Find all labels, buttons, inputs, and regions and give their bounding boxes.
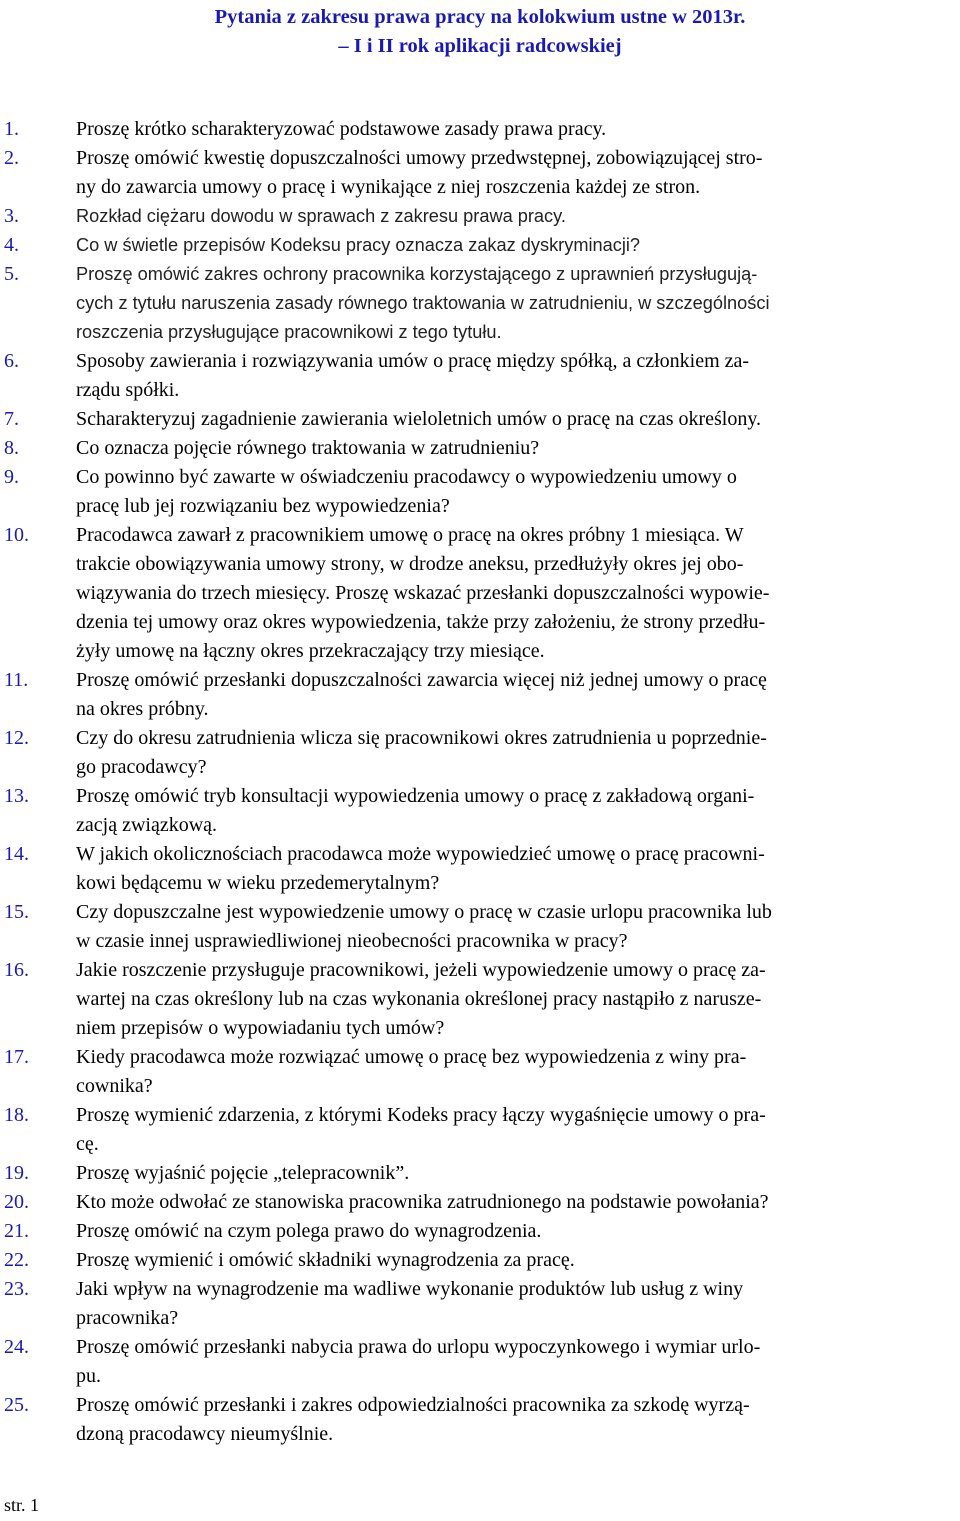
question-text (76, 1188, 960, 1217)
question-item (0, 956, 960, 1043)
question-text-line: Proszę omówić zakres ochrony pracownika korzystającego z uprawnień przysługują- (76, 264, 758, 284)
question-item (0, 434, 960, 463)
question-text (76, 231, 960, 260)
question-text-line: Proszę omówić na czym polega prawo do wynagrodzenia. (76, 1220, 542, 1242)
question-text (76, 782, 960, 840)
question-item (0, 1217, 960, 1246)
question-text-line: niem przepisów o wypowiadaniu tych umów? (76, 1017, 445, 1039)
question-text-line: Kto może odwołać ze stanowiska pracownika zatrudnionego na podstawie powołania? (76, 1191, 769, 1213)
question-text-line: pu. (76, 1365, 101, 1387)
question-item (0, 666, 960, 724)
question-item (0, 1246, 960, 1275)
question-number: 11. (4, 669, 29, 691)
question-text-line: kowi będącemu w wieku przedemerytalnym? (76, 872, 440, 894)
question-text-line: zacją związkową. (76, 814, 218, 836)
question-number: 16. (4, 959, 29, 981)
question-item (0, 1391, 960, 1449)
question-text-line: wiązywania do trzech miesięcy. Proszę wskazać przesłanki dopuszczalności wypowie- (76, 582, 770, 604)
question-text-line: ny do zawarcia umowy o pracę i wynikające z niej roszczenia każdej ze stron. (76, 176, 701, 198)
question-text (76, 115, 960, 144)
question-item (0, 1333, 960, 1391)
question-text (76, 144, 960, 202)
question-text (76, 405, 960, 434)
question-text-line: wartej na czas określony lub na czas wykonania określonej pracy nastąpiło z narusze- (76, 988, 762, 1010)
question-text-line: trakcie obowiązywania umowy strony, w drodze aneksu, przedłużyły okres jej obo- (76, 553, 744, 575)
question-item (0, 1043, 960, 1101)
question-text (76, 260, 960, 347)
question-number: 3. (4, 205, 19, 227)
question-number: 2. (4, 147, 19, 169)
question-number: 19. (4, 1162, 29, 1184)
question-item (0, 231, 960, 260)
question-text-line: dzenia tej umowy oraz okres wypowiedzenia, także przy założeniu, że strony przedłu- (76, 611, 766, 633)
question-item (0, 1159, 960, 1188)
question-text-line: Scharakteryzuj zagadnienie zawierania wieloletnich umów o pracę na czas określony. (76, 408, 762, 430)
question-number: 10. (4, 524, 29, 546)
question-item (0, 521, 960, 666)
question-text-line: Rozkład ciężaru dowodu w sprawach z zakresu prawa pracy. (76, 206, 566, 226)
question-text (76, 1246, 960, 1275)
question-text-line: Kiedy pracodawca może rozwiązać umowę o pracę bez wypowiedzenia z winy pra- (76, 1046, 747, 1068)
question-text (76, 724, 960, 782)
question-text-line: Czy dopuszczalne jest wypowiedzenie umowy o pracę w czasie urlopu pracownika lub (76, 901, 772, 923)
question-text-line: rządu spółki. (76, 379, 180, 401)
question-text-line: Sposoby zawierania i rozwiązywania umów o pracę między spółką, a członkiem za- (76, 350, 750, 372)
question-number: 9. (4, 466, 19, 488)
question-text (76, 1159, 960, 1188)
question-item (0, 724, 960, 782)
question-text-line: go pracodawcy? (76, 756, 207, 778)
question-number: 24. (4, 1336, 29, 1358)
question-item (0, 347, 960, 405)
page-title-line-2: – I i II rok aplikacji radcowskiej (338, 35, 622, 57)
question-text (76, 1043, 960, 1101)
question-text (76, 521, 960, 666)
question-text (76, 898, 960, 956)
question-text (76, 1391, 960, 1449)
question-list (0, 115, 960, 1449)
question-text-line: Proszę omówić przesłanki i zakres odpowiedzialności pracownika za szkodę wyrzą- (76, 1394, 750, 1416)
question-item (0, 1188, 960, 1217)
question-item (0, 782, 960, 840)
question-text-line: Jakie roszczenie przysługuje pracownikowi, jeżeli wypowiedzenie umowy o pracę za- (76, 959, 766, 981)
question-text-line: Jaki wpływ na wynagrodzenie ma wadliwe wykonanie produktów lub usług z winy (76, 1278, 744, 1300)
question-number: 7. (4, 408, 19, 430)
question-text-line: Proszę wymienić i omówić składniki wynagrodzenia za pracę. (76, 1249, 575, 1271)
question-text (76, 202, 960, 231)
question-number: 14. (4, 843, 29, 865)
question-text-line: roszczenia przysługujące pracownikowi z tego tytułu. (76, 322, 502, 342)
question-number: 1. (4, 118, 19, 140)
question-text (76, 1217, 960, 1246)
question-item (0, 463, 960, 521)
question-number: 22. (4, 1249, 29, 1271)
question-text-line: Czy do okresu zatrudnienia wlicza się pracownikowi okres zatrudnienia u poprzednie- (76, 727, 767, 749)
question-text-line: Proszę omówić kwestię dopuszczalności umowy przedwstępnej, zobowiązującej stro- (76, 147, 763, 169)
question-text-line: cę. (76, 1133, 99, 1155)
question-item (0, 144, 960, 202)
question-text (76, 1101, 960, 1159)
question-text-line: Proszę omówić przesłanki nabycia prawa do urlopu wypoczynkowego i wymiar urlo- (76, 1336, 761, 1358)
question-text-line: Proszę omówić tryb konsultacji wypowiedzenia umowy o pracę z zakładową organi- (76, 785, 755, 807)
question-number: 6. (4, 350, 19, 372)
question-item (0, 898, 960, 956)
question-text (76, 1333, 960, 1391)
question-item (0, 202, 960, 231)
question-text (76, 666, 960, 724)
question-number: 21. (4, 1220, 29, 1242)
question-text-line: Co powinno być zawarte w oświadczeniu pracodawcy o wypowiedzeniu umowy o (76, 466, 737, 488)
question-number: 20. (4, 1191, 29, 1213)
question-text-line: Co oznacza pojęcie równego traktowania w zatrudnieniu? (76, 437, 540, 459)
question-number: 23. (4, 1278, 29, 1300)
question-item (0, 260, 960, 347)
question-number: 5. (4, 263, 19, 285)
page-title-line-1: Pytania z zakresu prawa pracy na kolokwium ustne w 2013r. (214, 6, 746, 28)
question-text (76, 956, 960, 1043)
question-number: 4. (4, 234, 19, 256)
question-number: 12. (4, 727, 29, 749)
question-item (0, 1101, 960, 1159)
question-text-line: pracę lub jej rozwiązaniu bez wypowiedzenia? (76, 495, 450, 517)
question-text (76, 840, 960, 898)
question-number: 17. (4, 1046, 29, 1068)
question-number: 25. (4, 1394, 29, 1416)
question-item (0, 115, 960, 144)
question-item (0, 1275, 960, 1333)
question-text (76, 463, 960, 521)
question-text (76, 347, 960, 405)
question-text-line: w czasie innej usprawiedliwionej nieobecności pracownika w pracy? (76, 930, 628, 952)
question-text-line: Co w świetle przepisów Kodeksu pracy oznacza zakaz dyskryminacji? (76, 235, 641, 255)
question-text-line: cownika? (76, 1075, 153, 1097)
question-text-line: pracownika? (76, 1307, 179, 1329)
question-text-line: Proszę krótko scharakteryzować podstawowe zasady prawa pracy. (76, 118, 607, 140)
question-text-line: Proszę wymienić zdarzenia, z którymi Kodeks pracy łączy wygaśnięcie umowy o pra- (76, 1104, 766, 1126)
question-text-line: żyły umowę na łączny okres przekraczający trzy miesiące. (76, 640, 545, 662)
question-text-line: W jakich okolicznościach pracodawca może wypowiedzieć umowę o pracę pracowni- (76, 843, 765, 865)
question-text-line: Proszę omówić przesłanki dopuszczalności zawarcia więcej niż jednej umowy o pracę (76, 669, 767, 691)
question-text-line: dzoną pracodawcy nieumyślnie. (76, 1423, 334, 1445)
question-text-line: Pracodawca zawarł z pracownikiem umowę o pracę na okres próbny 1 miesiąca. W (76, 524, 744, 546)
question-number: 13. (4, 785, 29, 807)
question-text-line: cych z tytułu naruszenia zasady równego traktowania w zatrudnieniu, w szczególności (76, 293, 770, 313)
question-number: 8. (4, 437, 19, 459)
question-text-line: Proszę wyjaśnić pojęcie „telepracownik”. (76, 1162, 410, 1184)
question-text (76, 434, 960, 463)
question-number: 18. (4, 1104, 29, 1126)
question-item (0, 840, 960, 898)
question-number: 15. (4, 901, 29, 923)
question-text-line: na okres próbny. (76, 698, 209, 720)
question-item (0, 405, 960, 434)
page-number: str. 1 (4, 1495, 40, 1515)
question-text (76, 1275, 960, 1333)
